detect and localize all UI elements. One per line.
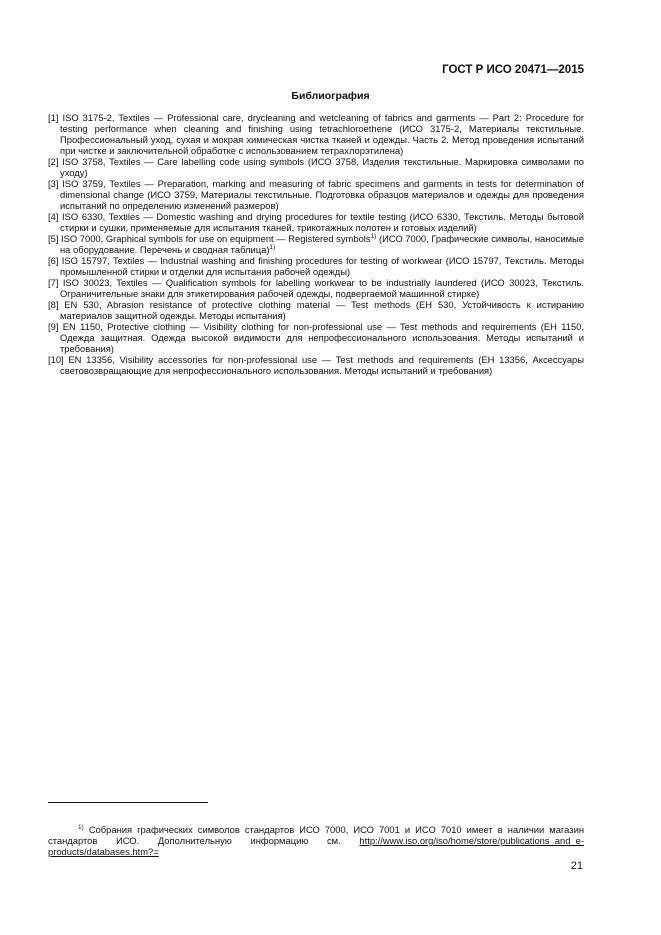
reference-text: (ИСО 7000, Графические символы, наносимые на оборудование. Перечень и сводная таблица) [60, 233, 584, 255]
footnote-marker: 1) [370, 232, 377, 240]
reference-item: [7] ISO 30023, Textiles — Qualification symbols for labelling workwear to be industrially laundered (ИСО 30023, Текстиль. Ограничительные знаки для этикетирования рабочей одежды, подвергаемой машинной стирке) [48, 277, 584, 299]
reference-item: [3] ISO 3759, Textiles — Preparation, marking and measuring of fabric specimens and garments in tests for determination of dimensional change (ИСО 3759, Материалы текстильные. Подготовка образцов материалов и одежды для проведения испытаний по определению изменений размеров) [48, 178, 584, 211]
reference-item: [10] EN 13356, Visibility accessories for non-professional use — Test methods and requirements (ЕН 13356, Аксессуары световозвращающие для непрофессионального использования. Методы испытаний и требования) [48, 354, 584, 376]
footnote-marker: 1) [78, 823, 84, 831]
reference-item [48, 233, 584, 255]
page-title: Библиография [291, 90, 370, 102]
footnote-text: Собрания графических символов стандартов ИСО 7000, ИСО 7001 и ИСО 7010 имеет в наличии магазин стандартов ИСО. Дополнительную информацию см. [48, 824, 584, 846]
reference-item: [9] EN 1150, Protective clothing — Visibility clothing for non-professional use — Test methods and requirements (ЕН 1150, Одежда защитная. Одежда высокой видимости для непрофессионального использования. Методы испытаний и требования) [48, 321, 584, 354]
reference-item: [1] ISO 3175-2, Textiles — Professional care, drycleaning and wetcleaning of fabrics and garments — Part 2: Procedure for testing performance when cleaning and finishing using tetrachloroethene (ИСО 3175-2, Материалы текстильные. Профессиональный уход, сухая и мокрая химическая чистка тканей и одежды. Часть 2. Метод проведения испытаний при чистке и заключительной обработке с использованием тетрахлорэтилена) [48, 112, 584, 156]
reference-text: [5] ISO 7000, Graphical symbols for use on equipment — Registered symbols [48, 233, 371, 244]
reference-item: [2] ISO 3758, Textiles — Care labelling code using symbols (ИСО 3758, Изделия текстильные. Маркировка символами по уходу) [48, 156, 584, 178]
footnote-marker: 1) [269, 243, 276, 251]
reference-item: [4] ISO 6330, Textiles — Domestic washing and drying procedures for textile testing (ИСО 6330, Текстиль. Методы бытовой стирки и сушки, применяемые для испытания тканей, трикотажных полотен и готовых изделий) [48, 211, 584, 233]
document-id-header: ГОСТ Р ИСО 20471—2015 [442, 64, 584, 76]
reference-item: [6] ISO 15797, Textiles — Industrial washing and finishing procedures for testing of workwear (ИСО 15797, Текстиль. Методы промышленной стирки и отделки для испытания рабочей одежды) [48, 255, 584, 277]
footnote-link[interactable]: http://www.iso.org/iso/home/store/publications_and_e-products/databases.htm?= [48, 835, 584, 857]
bibliography-list [48, 112, 584, 376]
footnote [48, 824, 584, 857]
reference-item: [8] EN 530, Abrasion resistance of protective clothing material — Test methods (ЕН 530, Устойчивость к истиранию материалов защитной одежды. Методы испытания) [48, 299, 584, 321]
page-number: 21 [570, 860, 583, 872]
footnote-divider [48, 802, 208, 803]
